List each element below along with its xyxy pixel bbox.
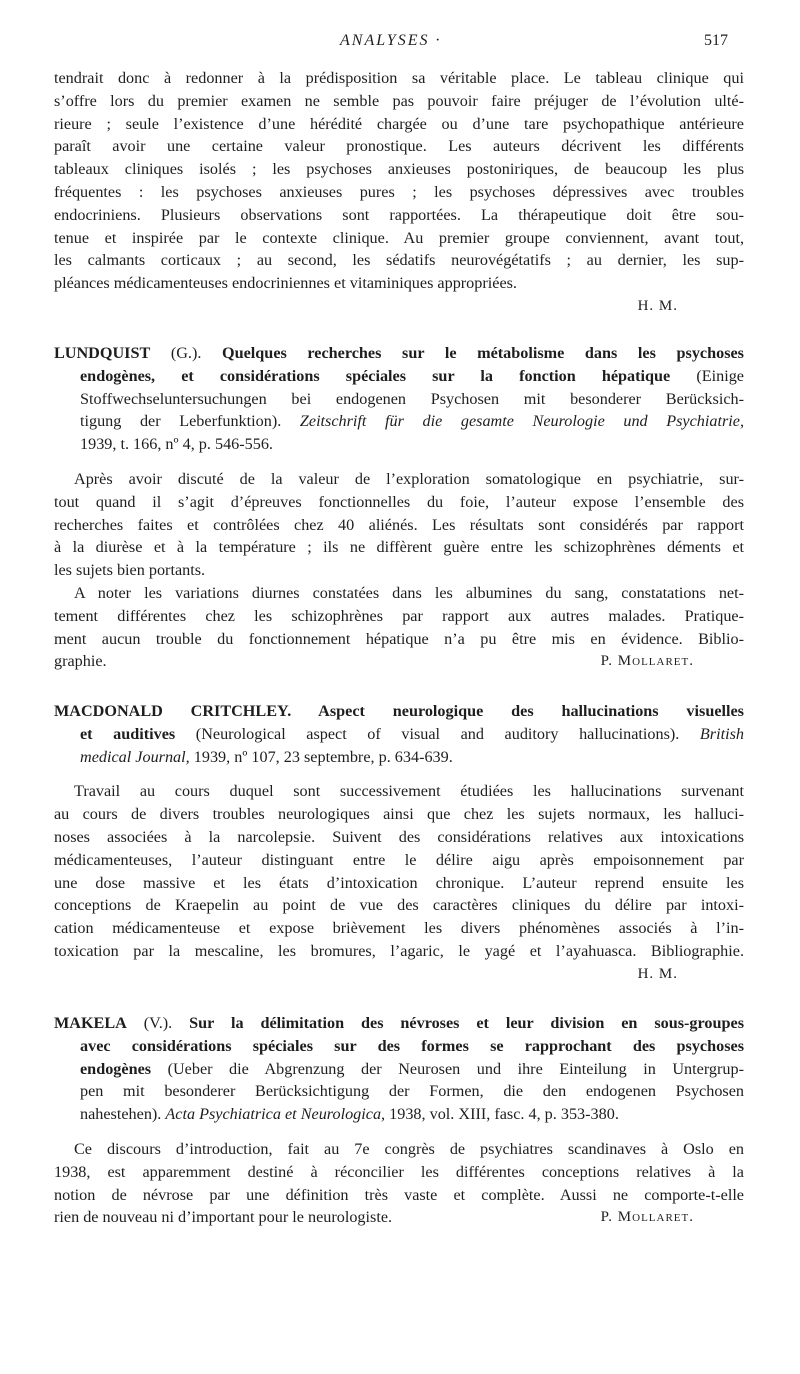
review-title: Quelques recherches sur le métabolisme dans les psychoses — [222, 344, 744, 362]
review-heading-line — [54, 700, 744, 723]
intro-paragraph — [54, 67, 744, 317]
review-makela — [54, 1012, 744, 1229]
text-line: Travail au cours duquel sont successivement étudiées les hallucinations survenant — [74, 782, 744, 801]
text-line — [54, 1206, 744, 1229]
text-line: au cours de divers troubles neurologiques ainsi que chez les sujets normaux, les halluci- — [54, 805, 744, 824]
author-initial: (G.). — [150, 344, 223, 362]
text-line: endocriniens. Plusieurs observations sont rapportées. La thérapeutique doit être sou- — [54, 205, 744, 224]
running-head — [0, 32, 800, 56]
text-line: noses associées à la narcolepsie. Suivent des considérations relatives aux intoxications — [54, 827, 744, 846]
text-line: rieure ; seule l’existence d’une hérédité chargée ou d’une tare psychopathique antérieure — [54, 114, 744, 133]
text-line: toxication par la mescaline, les bromures, l’agaric, le yagé et l’ayahuasca. Bibliographie. — [54, 941, 744, 960]
text-line: Ce discours d’introduction, fait au 7e congrès de psychiatres scandinaves à Oslo en — [74, 1139, 744, 1158]
review-heading-line — [54, 1103, 744, 1126]
author-name: MAKELA — [54, 1014, 127, 1032]
citation-details: 1939, t. 166, nº 4, p. 546-556. — [80, 435, 273, 454]
text-line: les sujets bien portants. — [54, 561, 206, 580]
author-and-title: MACDONALD CRITCHLEY. Aspect neurologique des hallucinations visuelles — [54, 702, 744, 720]
review-title-cont: et auditives — [80, 724, 176, 743]
review-title: Sur la délimitation des névroses et leur division en sous-groupes — [189, 1014, 745, 1032]
text-line: médicamenteuses, l’auteur distinguant entre le délire aigu après empoisonnement par — [54, 850, 744, 869]
text-line: tenue et inspirée par le contexte clinique. Au premier groupe conviennent, avant tout, — [54, 228, 744, 247]
text-line: tout quand il s’agit d’épreuves fonctionnelles du foie, l’auteur expose l’ensemble des — [54, 492, 744, 511]
text-line: une dose massive et les états d’intoxication chronique. L’auteur reprend ensuite les — [54, 873, 744, 892]
text-line: tement différentes chez les schizophrènes par rapport aux autres malades. Pratique- — [54, 606, 744, 625]
review-heading-line — [54, 746, 744, 769]
signature: P. Mollaret. — [600, 653, 694, 670]
text-line: recherches faites et contrôlées chez 40 aliénés. Les résultats sont considérés par rapport — [54, 515, 744, 534]
review-heading-line — [54, 365, 744, 388]
original-title-end: tigung der Leberfunktion). — [80, 412, 300, 431]
page-number: 517 — [704, 32, 728, 49]
review-heading-line: Stoffwechseluntersuchungen bei endogenen Psychosen mit besonderer Berücksich- — [80, 389, 744, 408]
text-line: s’offre lors du premier examen ne semble pas pouvoir faire préjuger de l’évolution ulté- — [54, 91, 744, 110]
text-line: cation médicamenteuse et expose brièvement les divers phénomènes associés à l’in- — [54, 919, 744, 938]
review-heading-line — [54, 1058, 744, 1081]
journal-name: British — [699, 724, 744, 743]
text-line: les calmants corticaux ; au second, les sédatifs neurovégétatifs ; au dernier, les sup- — [54, 251, 744, 270]
signature: P. Mollaret. — [600, 1209, 694, 1226]
review-title-cont: avec considérations spéciales sur des formes se rapprochant des psychoses — [80, 1036, 744, 1055]
running-head-title: ANALYSES · — [340, 32, 442, 49]
text-line: Après avoir discuté de la valeur de l’exploration somatologique en psychiatrie, sur- — [74, 469, 744, 488]
review-critchley — [54, 700, 744, 985]
last-line-text: rien de nouveau ni d’important pour le neurologiste. — [54, 1208, 393, 1227]
author-initial: (V.). — [126, 1014, 190, 1032]
citation-details: 1938, vol. XIII, fasc. 4, p. 353-380. — [385, 1105, 619, 1124]
journal-name: Zeitschrift für die gesamte Neurologie und Psychiatrie, — [299, 412, 745, 431]
review-heading-line — [54, 342, 744, 365]
text-line: à la diurèse et à la température ; ils ne diffèrent guère entre les schizophrènes déments et — [54, 538, 744, 557]
original-title: (Ueber die Abgrenzung der Neurosen und ihre Einteilung in Untergrup- — [151, 1059, 744, 1078]
text-line: fréquentes : les psychoses anxieuses pures ; les psychoses dépressives avec troubles — [54, 182, 744, 201]
text-line: notion de névrose par une définition très vaste et complète. Aussi ne comporte-t-elle — [54, 1185, 744, 1204]
review-lundquist — [54, 342, 744, 673]
journal-name-cont: medical Journal, — [80, 747, 190, 766]
text-line: ment aucun trouble du fonctionnement hépatique n’a pu être mis en évidence. Biblio- — [54, 629, 744, 648]
text-line: 1938, est apparemment destiné à réconcilier les différentes conceptions relatives à la — [54, 1162, 744, 1181]
text-line: A noter les variations diurnes constatées dans les albumines du sang, constatations net- — [74, 583, 744, 602]
signature: H. M. — [637, 297, 678, 314]
text-line: paraît avoir une certaine valeur pronostique. Les auteurs décrivent les différents — [54, 137, 744, 156]
review-heading-line — [54, 1012, 744, 1035]
citation-details: 1939, nº 107, 23 septembre, p. 634-639. — [189, 747, 453, 766]
review-heading-line — [54, 410, 744, 433]
text-line: tendrait donc à redonner à la prédisposition sa véritable place. Le tableau clinique qui — [54, 69, 744, 87]
text-line: conceptions de Kraepelin au point de vue des caractères cliniques du délire par intoxi- — [54, 896, 744, 915]
original-title: (Einige — [670, 366, 744, 385]
original-title: (Neurological aspect of visual and auditory hallucinations). — [175, 724, 700, 743]
signature: H. M. — [637, 965, 678, 982]
last-line-text: graphie. — [54, 652, 107, 671]
original-title-end: nahestehen). — [80, 1105, 166, 1124]
review-heading-line — [54, 723, 744, 746]
review-title-cont: endogènes, et considérations spéciales sur la fonction hépatique — [80, 366, 671, 385]
review-title-end: endogènes — [80, 1059, 152, 1078]
text-line: tableaux cliniques isolés ; les psychoses anxieuses postoniriques, de beaucoup les plus — [54, 160, 744, 179]
author-name: LUNDQUIST — [54, 344, 151, 362]
review-heading-line — [54, 1035, 744, 1058]
text-line — [54, 650, 744, 673]
text-line: pléances médicamenteuses endocriniennes et vitaminiques appropriées. — [54, 274, 517, 293]
journal-name: Acta Psychiatrica et Neurologica, — [165, 1105, 386, 1124]
review-heading-line: pen mit besonderer Berücksichtigung der Formen, die den endogenen Psychosen — [80, 1082, 744, 1101]
